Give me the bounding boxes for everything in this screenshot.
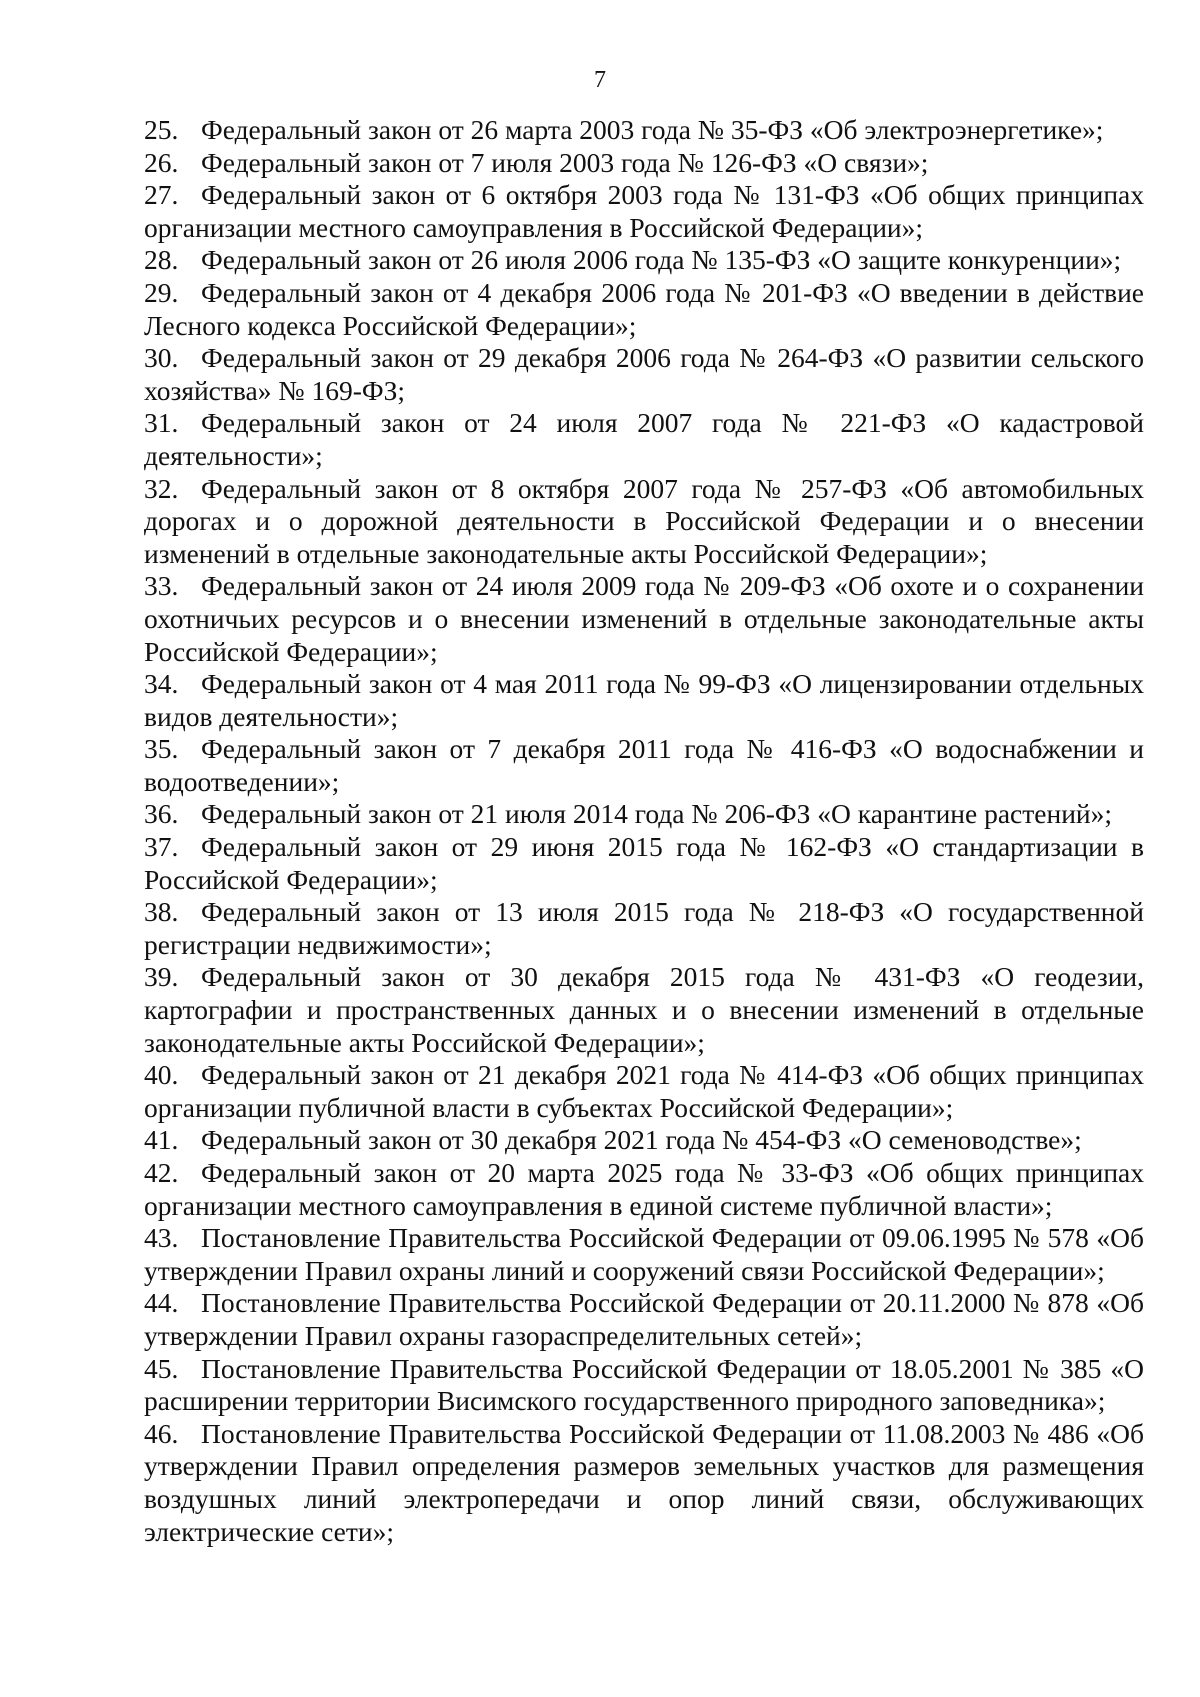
item-text: Федеральный закон от 21 июля 2014 года № 206-ФЗ «О карантине растений»; [201, 798, 1113, 830]
item-number: 28. [144, 244, 179, 276]
item-number: 32. [144, 472, 179, 504]
list-item [144, 1059, 1144, 1124]
item-number: 39. [144, 961, 179, 993]
item-number: 41. [144, 1124, 179, 1156]
list-item [144, 570, 1144, 668]
item-number: 37. [144, 831, 179, 863]
item-number: 25. [144, 114, 179, 145]
item-text: Федеральный закон от 21 декабря 2021 года № 414-ФЗ «Об общих принципах организации публичной власти в субъектах Российской Федерации»; [144, 1059, 1144, 1123]
list-item [144, 896, 1144, 961]
list-item [144, 473, 1144, 571]
item-number: 36. [144, 798, 179, 830]
item-text: Федеральный закон от 26 июля 2006 года № 135-ФЗ «О защите конкуренции»; [201, 244, 1122, 276]
item-text: Федеральный закон от 7 декабря 2011 года № 416-ФЗ «О водоснабжении и водоотведении»; [144, 733, 1144, 797]
item-text: Федеральный закон от 6 октября 2003 года № 131-ФЗ «Об общих принципах организации местного самоуправления в Российской Федерации»; [144, 179, 1144, 243]
list-item [144, 831, 1144, 896]
item-text: Федеральный закон от 24 июля 2009 года № 209-ФЗ «Об охоте и о сохранении охотничьих ресурсов и о внесении изменений в отдельные законодательные акты Российской Федерации»; [144, 570, 1144, 667]
item-text: Постановление Правительства Российской Федерации от 18.05.2001 № 385 «О расширении территории Висимского государственного природного заповедника»; [144, 1352, 1144, 1417]
list-item [144, 668, 1144, 733]
item-number: 30. [144, 342, 179, 374]
item-number: 38. [144, 896, 179, 928]
item-text: Постановление Правительства Российской Федерации от 11.08.2003 № 486 «Об утверждении Правил определения размеров земельных участков для размещения воздушных линий электропередачи и опор линий связи, обслуживающих электрические сети»; [144, 1417, 1144, 1547]
item-number: 46. [144, 1417, 179, 1449]
list-item [144, 733, 1144, 798]
item-number: 26. [144, 146, 179, 178]
list-item [144, 1287, 1144, 1352]
item-text: Федеральный закон от 29 декабря 2006 года № 264-ФЗ «О развитии сельского хозяйства» № 169-ФЗ; [144, 342, 1144, 406]
list-item [144, 1222, 1144, 1287]
item-text: Постановление Правительства Российской Федерации от 20.11.2000 № 878 «Об утверждении Правил охраны газораспределительных сетей»; [144, 1287, 1144, 1351]
item-text: Федеральный закон от 30 декабря 2021 года № 454-ФЗ «О семеноводстве»; [201, 1124, 1082, 1156]
list-item [144, 179, 1144, 244]
item-text: Постановление Правительства Российской Федерации от 09.06.1995 № 578 «Об утверждении Правил охраны линий и сооружений связи Российской Федерации»; [144, 1222, 1144, 1286]
item-number: 43. [144, 1222, 179, 1254]
item-number: 40. [144, 1059, 179, 1091]
item-text: Федеральный закон от 13 июля 2015 года № 218-ФЗ «О государственной регистрации недвижимости»; [144, 896, 1144, 960]
item-text: Федеральный закон от 4 мая 2011 года № 99-ФЗ «О лицензировании отдельных видов деятельности»; [144, 668, 1144, 732]
item-number: 44. [144, 1287, 179, 1319]
item-text: Федеральный закон от 26 марта 2003 года № 35-ФЗ «Об электроэнергетике»; [201, 114, 1104, 145]
item-number: 27. [144, 179, 179, 211]
item-text: Федеральный закон от 4 декабря 2006 года № 201-ФЗ «О введении в действие Лесного кодекса Российской Федерации»; [144, 276, 1144, 341]
list-item [144, 1353, 1144, 1418]
list-item [144, 1124, 1144, 1157]
list-item [144, 961, 1144, 1059]
list-item [144, 1418, 1144, 1548]
item-text: Федеральный закон от 8 октября 2007 года № 257-ФЗ «Об автомобильных дорогах и о дорожной деятельности в Российской Федерации и о внесении изменений в отдельные законодательные акты Российской Федерации»; [144, 472, 1144, 569]
item-number: 45. [144, 1352, 179, 1384]
list-item [144, 244, 1144, 277]
item-number: 31. [144, 407, 179, 439]
item-number: 34. [144, 668, 179, 700]
item-number: 33. [144, 570, 179, 602]
item-text: Федеральный закон от 20 марта 2025 года № 33-ФЗ «Об общих принципах организации местного самоуправления в единой системе публичной власти»; [144, 1157, 1144, 1221]
item-number: 35. [144, 733, 179, 765]
list-item [144, 798, 1144, 831]
page-number: 7 [594, 67, 606, 93]
list-item [144, 147, 1144, 180]
item-text: Федеральный закон от 30 декабря 2015 года № 431-ФЗ «О геодезии, картографии и пространственных данных и о внесении изменений в отдельные законодательные акты Российской Федерации»; [144, 961, 1144, 1058]
item-text: Федеральный закон от 24 июля 2007 года № 221-ФЗ «О кадастровой деятельности»; [144, 407, 1144, 471]
list-item [144, 1157, 1144, 1222]
item-number: 29. [144, 276, 179, 308]
item-text: Федеральный закон от 7 июля 2003 года № 126-ФЗ «О связи»; [201, 146, 929, 178]
item-number: 42. [144, 1157, 179, 1188]
list-item [144, 342, 1144, 407]
list-item [144, 277, 1144, 342]
list-item [144, 114, 1144, 147]
list-item [144, 407, 1144, 472]
legal-acts-list [144, 114, 1144, 1548]
item-text: Федеральный закон от 29 июня 2015 года № 162-ФЗ «О стандартизации в Российской Федерации»; [144, 831, 1144, 895]
